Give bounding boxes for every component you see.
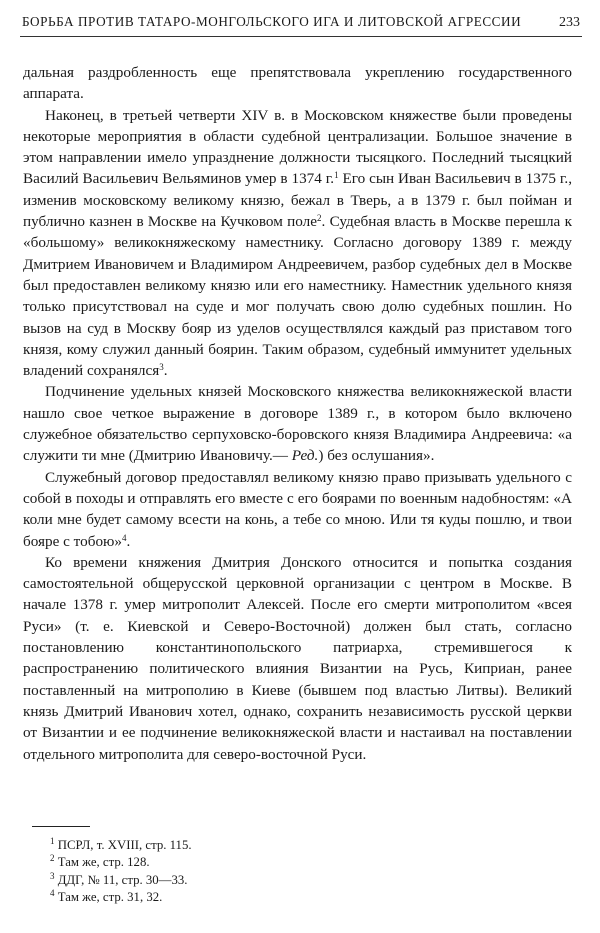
paragraph-church-organization — [23, 552, 572, 765]
paragraph-continuation — [23, 62, 572, 105]
header-rule — [20, 36, 582, 37]
text-run: Подчинение удельных князей Московского княжества великокняжеской власти нашло свое четкое выражение в договоре 1389 г., в котором было включено служебное обязательство серпуховско-боровского князя Владимира Андреевича: «а служити ти мне (Дмитрию Ивановичу.— — [23, 383, 572, 465]
main-text — [23, 62, 572, 765]
footnote-number: 1 — [50, 836, 55, 846]
paragraph-appanage-princes — [23, 381, 572, 466]
footnote-ref-4[interactable]: 4 — [121, 532, 127, 543]
footnote-text: Там же, стр. 31, 32. — [54, 890, 163, 905]
footnote-number: 2 — [50, 853, 55, 864]
footnote-ref-2[interactable]: 2 — [317, 213, 322, 224]
text-run: Наконец, в третьей четверти XIV в. в Московском княжестве были проведены некоторые мероприятия в области судебной централизации. Большое значение в этом направлении имело упразднение должности тысяцкого. Последний тысяцкий Василий Васильевич Вельяминов умер в 1374 г. — [23, 106, 572, 188]
footnote-number: 4 — [50, 888, 55, 899]
running-title: БОРЬБА ПРОТИВ ТАТАРО-МОНГОЛЬСКОГО ИГА И ЛИТОВСКОЙ АГРЕССИИ — [22, 14, 522, 29]
text-run: . Судебная власть в Москве перешла к «большому» великокняжескому наместнику. Согласно договору 1389 г. между Дмитрием Ивановичем и Владимиром Андреевичем, разбор судебных дел в Москве был предоставлен великому князю или его наместнику. Наместник удельного князя только присутствовал на суде и мог получать свою долю судебных пошлин. Но вызов на суд в Москву бояр из уделов осуществлялся каждый раз приставом того князя, кому служил данный боярин. Таким образом, судебный иммунитет удельных владений сохранялся — [23, 213, 572, 380]
footnote-text: ДДГ, № 11, стр. 30—33. — [54, 872, 188, 887]
editor-note: Ред. — [291, 447, 319, 465]
footnote-rule — [32, 826, 90, 827]
footnote-text: Там же, стр. 128. — [54, 855, 150, 870]
text-run: ) без ослушания». — [318, 447, 435, 465]
footnote-ref-3[interactable]: 3 — [159, 362, 164, 373]
page-number: 233 — [559, 15, 580, 30]
footnote-number: 3 — [50, 870, 55, 881]
footnote — [50, 872, 192, 889]
text-run: Ко времени княжения Дмитрия Донского относится и попытка создания самостоятельной общерусской церковной организации с центром в Москве. В начале 1378 г. умер митрополит Алексей. После его смерти митрополитом «всея Руси» (т. е. Киевской и Северо-Восточной) должен был стать, согласно постановлению константинопольского патриарха, стремившегося к распространению политического влияния Византии на Русь, Киприан, ранее поставленный на митрополию в Киеве (бывшем под властью Литвы). Великий князь Дмитрий Иванович хотел, однако, сохранить независимость русской церкви от Византии и ее подчинение великокняжеской власти и настаивал на поставлении отдельного митрополита для северо-восточной Руси. — [23, 553, 572, 763]
footnote — [50, 837, 192, 854]
text-run: . — [163, 362, 168, 380]
text-run: Служебный договор предоставлял великому князю право призывать удельного с собой в походы и отправлять его вместе с его боярами по военным надобностям: «А коли мне будет самому всести на конь, а тебе со мною. Или тя куды пошлю, и твои бояре с тобою» — [23, 468, 572, 550]
footnote-text: ПСРЛ, т. XVIII, стр. 115. — [54, 838, 192, 852]
footnotes — [50, 837, 192, 907]
text-run: . — [126, 532, 131, 550]
paragraph-continuation-text: дальная раздробленность еще препятствовала укреплению государственного аппарата. — [23, 64, 572, 103]
footnote — [50, 854, 192, 871]
footnote-ref-1[interactable]: 1 — [334, 170, 339, 181]
running-header — [22, 14, 580, 31]
footnote — [50, 889, 192, 906]
paragraph-judicial-centralization — [23, 105, 572, 382]
text-run: Его сын Иван Васильевич в 1375 г., изменив московскому великому князю, бежал в Тверь, а в 1379 г. был пойман и публично казнен в Москве на Кучковом поле — [23, 170, 573, 231]
paragraph-service-treaty — [23, 467, 572, 552]
